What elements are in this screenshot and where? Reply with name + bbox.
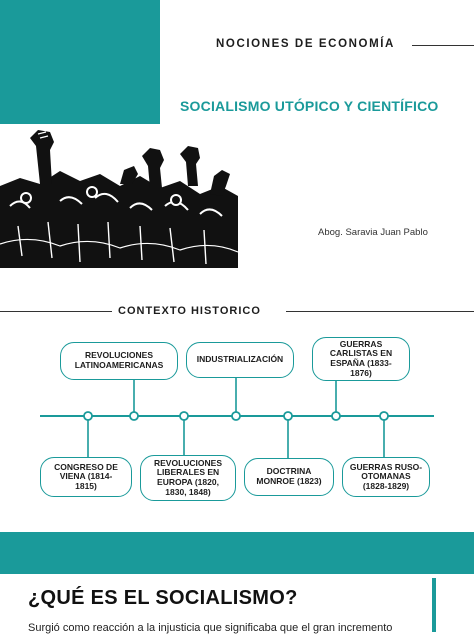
event-label: VIENA (1814- xyxy=(59,471,113,482)
event-label: 1815) xyxy=(75,480,97,491)
section-heading: ¿QUÉ ES EL SOCIALISMO? xyxy=(28,587,298,609)
course-kicker: NOCIONES DE ECONOMÍA xyxy=(216,38,395,50)
event-label: OTOMANAS xyxy=(361,471,411,482)
author-name: Abog. Saravia Juan Pablo xyxy=(318,227,428,238)
event-label: CONGRESO DE xyxy=(54,461,118,472)
event-label: CARLISTAS EN xyxy=(329,348,393,359)
timeline-event-guerras-carlistas xyxy=(312,337,410,381)
timeline-event-guerras-ruso-otomanas xyxy=(342,457,430,497)
accent-block xyxy=(0,0,160,124)
event-label: REVOLUCIONES xyxy=(84,350,153,361)
event-label: 1830, 1848) xyxy=(165,486,211,497)
section-title: CONTEXTO HISTORICO xyxy=(118,305,261,317)
divider-line xyxy=(286,311,474,312)
event-label: (1828-1829) xyxy=(362,480,410,491)
event-label: LIBERALES EN xyxy=(156,467,220,478)
accent-bar xyxy=(432,578,436,632)
event-label: GUERRAS xyxy=(339,338,383,349)
event-label: GUERRAS RUSO- xyxy=(349,461,423,472)
event-label: INDUSTRIALIZACIÓN xyxy=(196,354,284,365)
event-label: ESPAÑA (1833- xyxy=(330,358,392,368)
event-label: DOCTRINA xyxy=(266,466,312,477)
event-label: EUROPA (1820, xyxy=(157,477,219,487)
event-label: LATINOAMERICANAS xyxy=(74,360,164,370)
event-label: REVOLUCIONES xyxy=(153,457,222,468)
timeline-event-doctrina-monroe xyxy=(244,458,334,496)
event-label: MONROE (1823) xyxy=(256,476,322,486)
body-paragraph: Surgió como reacción a la injusticia que significaba que el gran incremento xyxy=(28,622,393,634)
event-label: 1876) xyxy=(350,367,372,378)
protest-crowd-illustration xyxy=(0,126,238,268)
timeline-event-revoluciones-liberales xyxy=(140,455,236,501)
page-title: SOCIALISMO UTÓPICO Y CIENTÍFICO xyxy=(180,98,439,114)
divider-line xyxy=(412,45,474,46)
timeline-event-revoluciones-latinoamericanas xyxy=(60,342,178,380)
timeline-event-industrializacion xyxy=(186,342,294,378)
divider-line xyxy=(0,311,112,312)
accent-band xyxy=(0,532,474,574)
timeline-event-congreso-viena xyxy=(40,457,132,497)
